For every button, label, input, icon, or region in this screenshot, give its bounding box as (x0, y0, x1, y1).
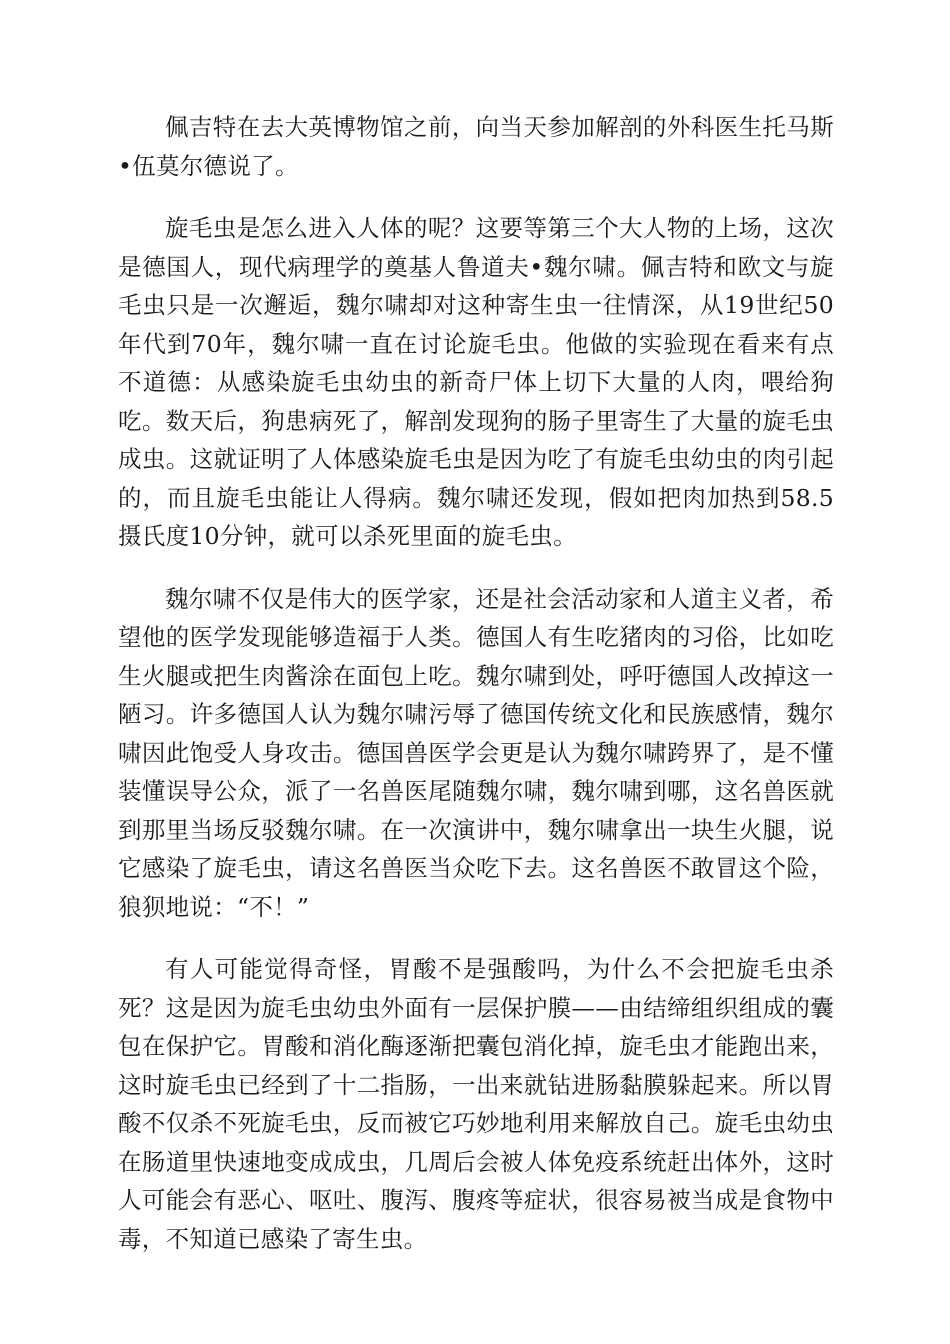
paragraph-3: 魏尔啸不仅是伟大的医学家，还是社会活动家和人道主义者，希望他的医学发现能够造福于人类。德国人有生吃猪肉的习俗，比如吃生火腿或把生肉酱涂在面包上吃。魏尔啸到处，呼吁德国人改掉这一陋习。许多德国人认为魏尔啸污辱了德国传统文化和民族感情，魏尔啸因此饱受人身攻击。德国兽医学会更是认为魏尔啸跨界了，是不懂装懂误导公众，派了一名兽医尾随魏尔啸，魏尔啸到哪，这名兽医就到那里当场反驳魏尔啸。在一次演讲中，魏尔啸拿出一块生火腿，说它感染了旋毛虫，请这名兽医当众吃下去。这名兽医不敢冒这个险，狼狈地说：“不！” (118, 584, 834, 921)
paragraph-2: 旋毛虫是怎么进入人体的呢？这要等第三个大人物的上场，这次是德国人，现代病理学的奠基人鲁道夫•魏尔啸。佩吉特和欧文与旋毛虫只是一次邂逅，魏尔啸却对这种寄生虫一往情深，从19世纪50年代到70年，魏尔啸一直在讨论旋毛虫。他做的实验现在看来有点不道德：从感染旋毛虫幼虫的新奇尸体上切下大量的人肉，喂给狗吃。数天后，狗患病死了，解剖发现狗的肠子里寄生了大量的旋毛虫成虫。这就证明了人体感染旋毛虫是因为吃了有旋毛虫幼虫的肉引起的，而且旋毛虫能让人得病。魏尔啸还发现，假如把肉加热到58.5摄氏度10分钟，就可以杀死里面的旋毛虫。 (118, 214, 834, 550)
paragraph-1: 佩吉特在去大英博物馆之前，向当天参加解剖的外科医生托马斯•伍莫尔德说了。 (118, 113, 834, 180)
document-body (118, 108, 834, 1282)
paragraph-4: 有人可能觉得奇怪，胃酸不是强酸吗，为什么不会把旋毛虫杀死？这是因为旋毛虫幼虫外面有一层保护膜——由结缔组织组成的囊包在保护它。胃酸和消化酶逐渐把囊包消化掉，旋毛虫才能跑出来，这时旋毛虫已经到了十二指肠，一出来就钻进肠黏膜躲起来。所以胃酸不仅杀不死旋毛虫，反而被它巧妙地利用来解放自己。旋毛虫幼虫在肠道里快速地变成成虫，几周后会被人体免疫系统赶出体外，这时人可能会有恶心、呕吐、腹泻、腹疼等症状，很容易被当成是食物中毒，不知道已感染了寄生虫。 (118, 955, 834, 1253)
